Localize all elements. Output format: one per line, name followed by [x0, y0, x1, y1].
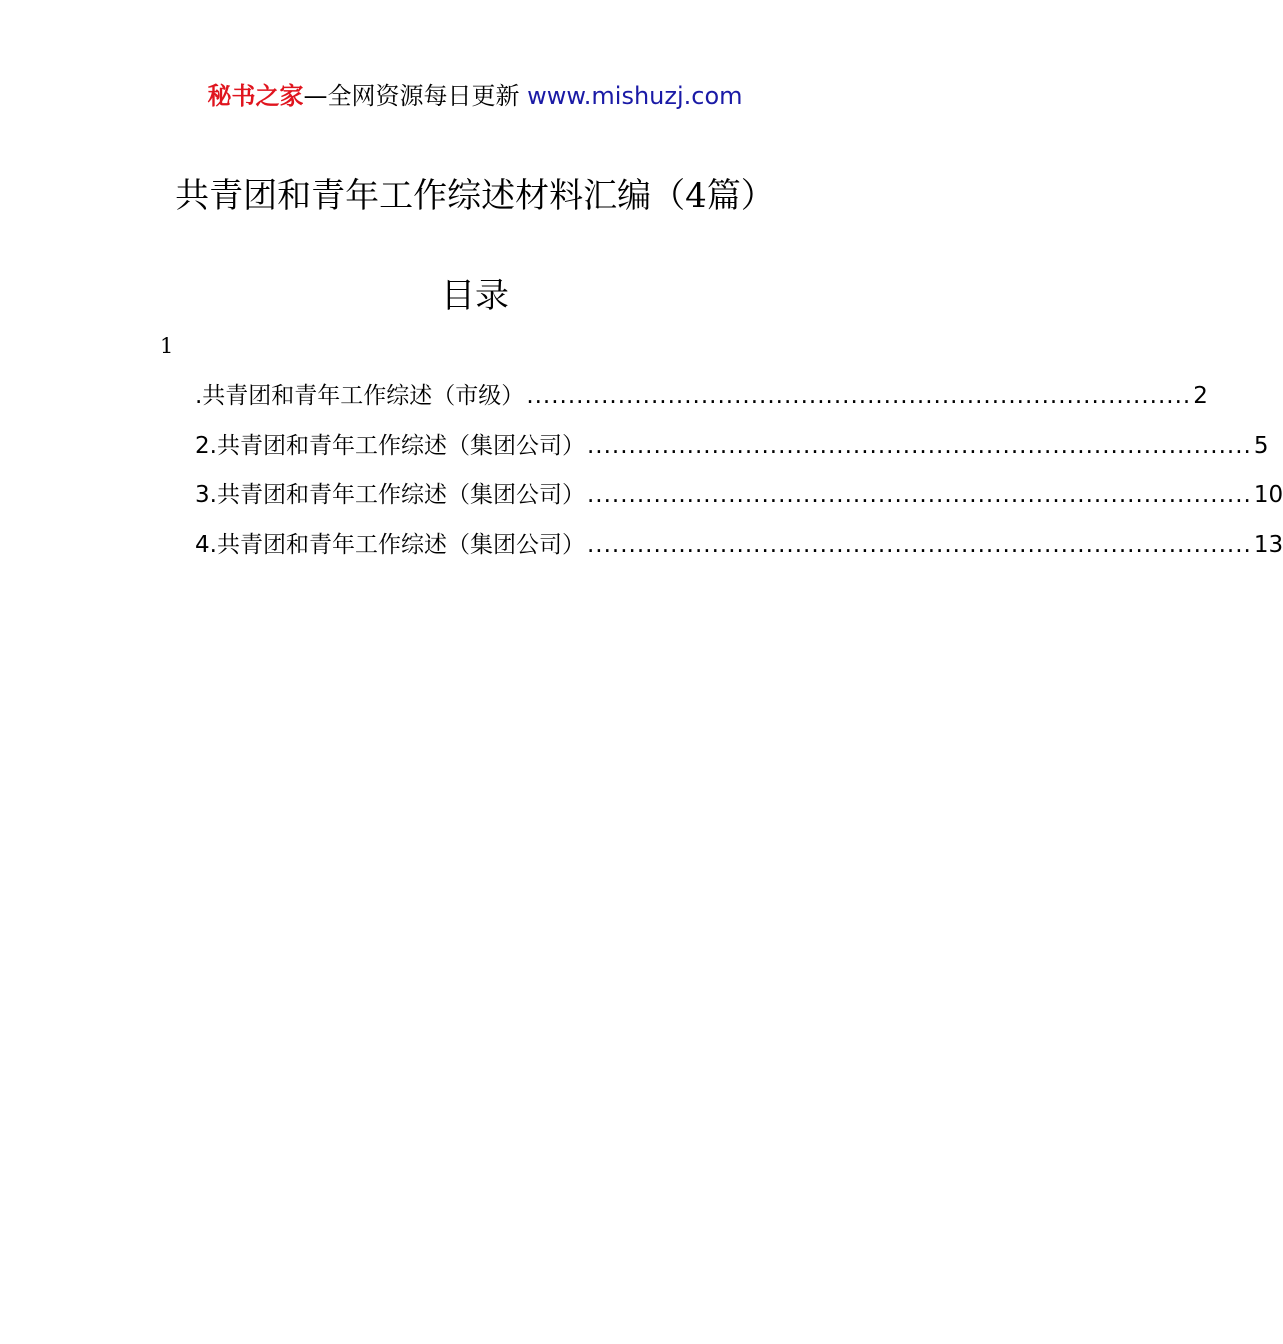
toc-leader-dots: ................................................................................ [526, 383, 1192, 409]
toc-entry[interactable] [195, 527, 1283, 577]
toc-leader-dots: ................................................................................ [586, 531, 1252, 558]
page-marker: 1 [160, 334, 174, 358]
toc-entry[interactable] [195, 428, 1269, 478]
toc-entry-page: 5 [1253, 432, 1269, 459]
site-url[interactable]: www.mishuzj.com [527, 82, 743, 110]
document-title-count: 4 [685, 176, 707, 216]
toc-leader-dots: ................................................................................ [586, 482, 1252, 508]
site-header [0, 80, 950, 112]
toc-entry-page: 2 [1193, 383, 1208, 409]
brand-name: 秘书之家 [207, 82, 304, 110]
toc-entry-label: 3.共青团和青年工作综述（集团公司） [195, 482, 585, 508]
header-slogan: —全网资源每日更新 [303, 82, 520, 110]
toc-leader-dots: ................................................................................ [586, 432, 1252, 459]
document-title [0, 172, 950, 220]
toc-entry-label: .共青团和青年工作综述（市级） [195, 383, 525, 409]
table-of-contents [195, 378, 1283, 576]
toc-entry-page: 13 [1253, 531, 1283, 558]
document-title-suffix: 篇） [706, 176, 775, 216]
toc-entry[interactable] [195, 378, 1208, 428]
toc-entry[interactable] [195, 477, 1283, 527]
toc-entry-label: 4.共青团和青年工作综述（集团公司） [195, 531, 585, 558]
toc-entry-label: 2.共青团和青年工作综述（集团公司） [195, 432, 585, 459]
toc-heading: 目录 [441, 276, 509, 316]
document-title-text: 共青团和青年工作综述材料汇编（ [175, 176, 686, 216]
toc-entry-page: 10 [1253, 482, 1283, 508]
